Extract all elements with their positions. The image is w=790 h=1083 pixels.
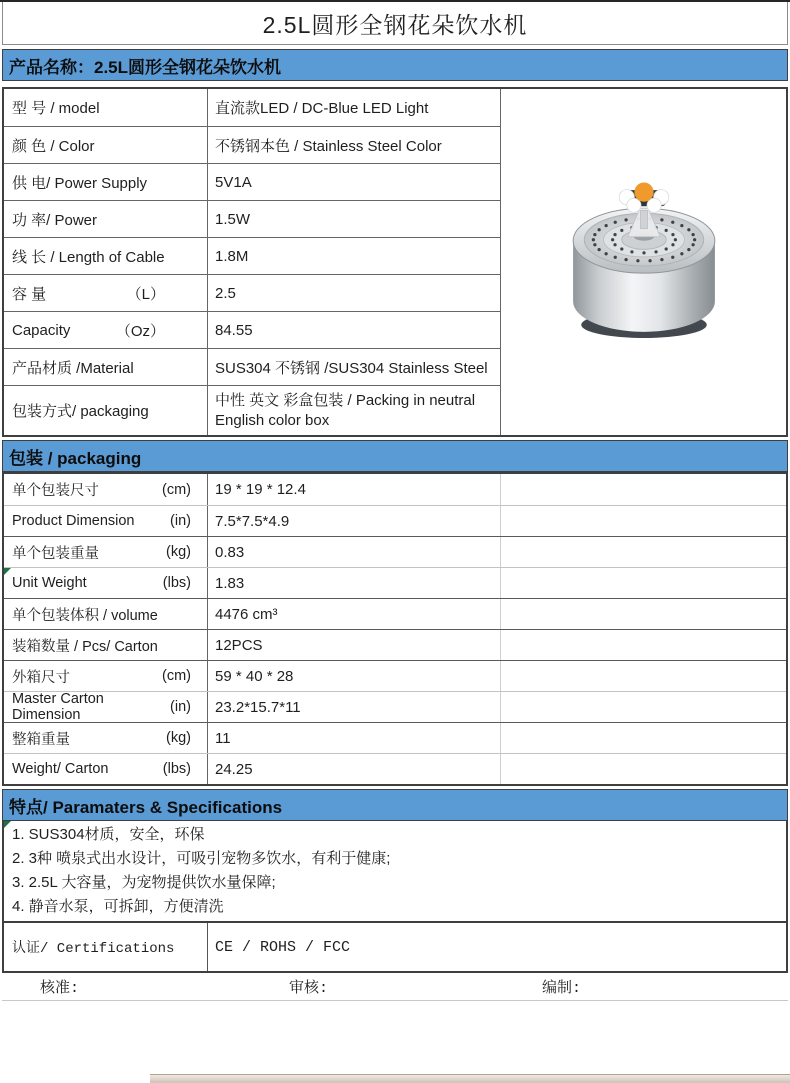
spec-label: Capacity （Oz） <box>4 312 208 348</box>
packaging-header-label: 包装 / packaging <box>9 448 142 468</box>
page-title: 2.5L圆形全钢花朵饮水机 <box>2 2 788 45</box>
spec-label: 线 长 / Length of Cable <box>4 238 208 274</box>
packaging-label: Product Dimension (in) <box>4 506 208 536</box>
spec-label: 容 量 （L） <box>4 275 208 311</box>
packaging-row <box>4 753 786 784</box>
section-header-packaging <box>2 440 788 472</box>
prepared-by-label: 编制: <box>542 980 582 997</box>
spec-label: 产品材质 /Material <box>4 349 208 385</box>
packaging-label: 单个包装体积 / volume <box>4 599 208 629</box>
packaging-label: 单个包装重量 (kg) <box>4 537 208 567</box>
comment-flag-icon <box>4 568 11 575</box>
flower-center <box>634 183 653 202</box>
feature-line: 4. 静音水泵，可拆卸，方便清洗 <box>12 898 224 915</box>
packaging-value: 1.83 <box>208 568 501 598</box>
approval-row <box>2 973 788 1001</box>
approved-by-label: 核准: <box>40 980 80 997</box>
packaging-label: 装箱数量 / Pcs/ Carton <box>4 630 208 660</box>
feature-line: 3. 2.5L 大容量，为宠物提供饮水量保障; <box>12 874 276 891</box>
spec-label: 颜 色 / Color <box>4 127 208 163</box>
feature-line: 2. 3种 喷泉式出水设计，可吸引宠物多饮水，有利于健康; <box>12 850 391 867</box>
spec-label: 功 率/ Power <box>4 201 208 237</box>
packaging-label: 外箱尺寸 (cm) <box>4 661 208 691</box>
packaging-value: 59 * 40 * 28 <box>208 661 501 691</box>
certifications-value: CE / ROHS / FCC <box>215 938 351 956</box>
section-header-features <box>2 789 788 821</box>
packaging-row <box>4 536 786 567</box>
packaging-row <box>4 691 786 722</box>
packaging-label: 整箱重量 (kg) <box>4 723 208 753</box>
empty-cell <box>501 474 786 505</box>
spec-table <box>2 87 788 437</box>
packaging-value: 23.2*15.7*11 <box>208 692 501 722</box>
spec-value: 直流款LED / DC-Blue LED Light <box>208 89 501 126</box>
spec-value: 不锈钢本色 / Stainless Steel Color <box>208 127 501 163</box>
packaging-row <box>4 505 786 536</box>
spec-label: 包装方式/ packaging <box>4 386 208 435</box>
spec-value: 84.55 <box>208 312 501 348</box>
certifications-row <box>2 923 788 973</box>
product-photo <box>501 89 786 435</box>
empty-cell <box>501 692 786 722</box>
certifications-label: 认证/ Certifications <box>4 923 208 971</box>
empty-cell <box>501 506 786 536</box>
empty-cell <box>501 537 786 567</box>
empty-cell <box>501 599 786 629</box>
packaging-label: 单个包装尺寸 (cm) <box>4 474 208 505</box>
spec-value: 2.5 <box>208 275 501 311</box>
packaging-value: 24.25 <box>208 754 501 784</box>
packaging-label: Master Carton Dimension (in) <box>4 692 208 722</box>
features-header-label: 特点/ Paramaters & Specifications <box>9 797 283 817</box>
empty-cell <box>501 630 786 660</box>
packaging-row <box>4 474 786 505</box>
spec-label: 型 号 / model <box>4 89 208 126</box>
empty-cell <box>501 754 786 784</box>
packaging-value: 11 <box>208 723 501 753</box>
packaging-value: 19 * 19 * 12.4 <box>208 474 501 505</box>
packaging-label: Weight/ Carton (lbs) <box>4 754 208 784</box>
packaging-value: 7.5*7.5*4.9 <box>208 506 501 536</box>
spec-value: 5V1A <box>208 164 501 200</box>
empty-cell <box>501 723 786 753</box>
next-photo-edge <box>150 1074 790 1083</box>
packaging-row <box>4 598 786 629</box>
empty-cell <box>501 568 786 598</box>
packaging-row <box>4 629 786 660</box>
spec-value: 1.8M <box>208 238 501 274</box>
packaging-value: 4476 cm³ <box>208 599 501 629</box>
feature-line: 1. SUS304材质，安全，环保 <box>12 826 205 843</box>
packaging-row <box>4 722 786 753</box>
packaging-value: 0.83 <box>208 537 501 567</box>
spec-value: SUS304 不锈钢 /SUS304 Stainless Steel <box>208 349 501 385</box>
comment-flag-icon <box>4 821 11 828</box>
empty-cell <box>501 661 786 691</box>
spec-label: 供 电/ Power Supply <box>4 164 208 200</box>
packaging-value: 12PCS <box>208 630 501 660</box>
pet-fountain-illustration <box>560 182 728 342</box>
product-name-label: 产品名称：2.5L圆形全钢花朵饮水机 <box>9 57 282 77</box>
spec-value: 1.5W <box>208 201 501 237</box>
packaging-row <box>4 567 786 598</box>
spec-value: 中性 英文 彩盒包装 / Packing in neutral English color box <box>208 386 501 435</box>
features-cell <box>2 821 788 923</box>
packaging-label: Unit Weight (lbs) <box>4 568 208 598</box>
packaging-row <box>4 660 786 691</box>
packaging-table <box>2 472 788 786</box>
section-header-product-name <box>2 49 788 81</box>
reviewed-by-label: 审核: <box>289 980 329 997</box>
